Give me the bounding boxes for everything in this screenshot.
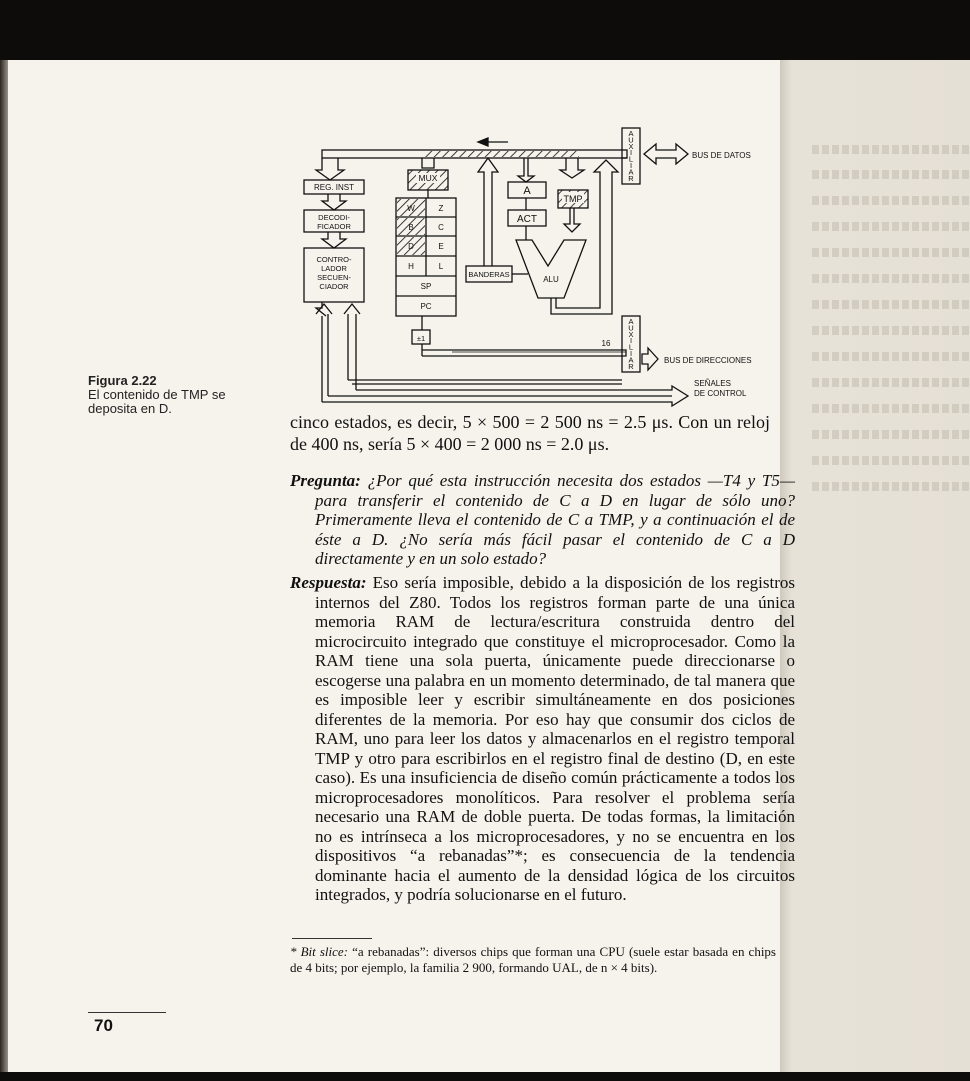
data-bus-arrow [644,144,688,164]
footnote-rule [292,938,372,939]
footnote-mark: * Bit slice: [290,944,349,959]
bleed-through-line [812,274,970,283]
bleed-through-line [812,482,970,491]
question-text: ¿Por qué esta instrucción necesita dos estados —T4 y T5— para transferir el contenido de C a D en lugar de sólo uno? Primeramente lleva el contenido de C a TMP, y a continuación el de éste a D. ¿No sería más fácil pasar el contenido de C a D directamente y en un solo estado? [315,471,796,568]
reg-d-label: D [408,242,414,251]
controller-label-3: SECUEN- [317,273,351,282]
address-bus-line [422,350,626,356]
controller-label-4: CIADOR [319,282,349,291]
question-paragraph [290,471,795,569]
address-bus-label: BUS DE DIRECCIONES [664,356,752,365]
bleed-through-line [812,222,970,231]
controller-label-2: LADOR [321,264,347,273]
reg-b-label: B [408,223,414,232]
reg-a-label: A [523,185,531,197]
bus-hatched-segment [424,151,579,157]
reg-w-label: W [407,204,415,213]
bus-to-reg-inst [316,158,344,180]
decoder-label-2: FICADOR [317,222,351,231]
figure-title: Figura 2.22 [88,373,157,388]
data-bus-label: BUS DE DATOS [692,151,751,160]
figure-caption [88,374,278,416]
bleed-through-line [812,430,970,439]
page-number-rule [88,1012,166,1013]
bleed-through-line [812,196,970,205]
bleed-through-line [812,378,970,387]
reg-pc-label: PC [420,302,432,311]
bleed-through-line [812,300,970,309]
bus-to-mux [422,158,434,168]
reg-l-label: L [438,262,444,271]
bus-width-label: 16 [601,339,611,348]
tmp-label: TMP [563,194,583,204]
control-signals-label-2: DE CONTROL [694,389,747,398]
reg-h-label: H [408,262,414,271]
reg-c-label: C [438,223,444,232]
flags-label: BANDERAS [468,270,510,279]
reg-inst-label: REG. INST [313,183,355,192]
alu-block [516,240,586,298]
footnote-text: “a rebanadas”: diversos chips que forman una CPU (suele estar basada en chips de 4 bits; por ejemplo, la familia 2 900, formando UAL, de n × 4 bits). [290,944,776,975]
bus-to-tmp [560,158,584,178]
mux-label: MUX [418,173,438,183]
bus-to-a [518,158,534,182]
figure-caption-text: El contenido de TMP se deposita en D. [88,387,226,416]
bleed-through-line [812,352,970,361]
cpu-block-diagram [292,112,772,412]
bleed-through-line [812,404,970,413]
reg-e-label: E [438,242,444,251]
answer-paragraph [290,573,795,905]
page-number: 70 [94,1016,113,1035]
address-bus-arrow [642,348,658,370]
question-label: Pregunta: [290,471,361,490]
alu-label: ALU [543,275,559,284]
answer-label: Respuesta: [290,573,367,592]
bleed-through-line [812,145,970,154]
bleed-through-line [812,170,970,179]
controller-label-1: CONTRO- [316,255,352,264]
bleed-through-line [812,456,970,465]
bleed-through-line [812,248,970,257]
decoder-label-1: DECODI- [318,213,350,222]
bleed-through-line [812,326,970,335]
act-label: ACT [517,214,537,225]
control-signals-label-1: SEÑALES [694,379,731,388]
reg-to-decoder-arrow [322,194,346,210]
intro-paragraph: cinco estados, es decir, 5 × 500 = 2 500 ns = 2.5 μs. Con un reloj de 400 ns, sería 5 × 400 = 2 000 ns = 2.0 μs. [290,412,770,454]
reg-z-label: Z [438,204,444,213]
footnote [290,944,776,976]
bus-to-flags [478,158,498,266]
incrementer-label: ±1 [416,334,426,343]
answer-text: Eso sería imposible, debido a la disposición de los registros internos del Z80. Todos los registros forman parte de una única memoria RAM de lectura/escritura construida dentro del microcircuito integrado que constituye el microprocesador. Como la RAM tiene una sola puerta, únicamente puede direccionarse o escogerse una palabra en un momento determinado, de tal manera que es imposible leer y escribir simultáneamente en dos posiciones diferentes de la memoria. Por eso hay que consumir dos ciclos de RAM, uno para leer los datos y almacenarlos en el registro temporal TMP y otro para escribirlos en el registro final de destino (D, en este caso). Es una insuficiencia de diseño común prácticamente a todos los microprocesadores monolíticos. Para resolver el problema sería necesario una RAM de doble puerta. De todas formas, la limitación no es intrínseca a los microprocesadores, y no se encuentra en los dispositivos “a rebanadas”*; es consecuencia de la tendencia dominante hacia el aumento de la densidad lógica de los circuitos integrados, y podría solucionarse en el futuro. [315,573,796,904]
aux-data-label: A U X I L I A R [628,129,634,183]
decoder-to-controller-arrow [322,232,346,248]
adjacent-page [780,60,970,1072]
aux-address-label: A U X I L I A R [628,317,634,371]
reg-sp-label: SP [420,282,432,291]
alu-output-loop [551,160,618,314]
